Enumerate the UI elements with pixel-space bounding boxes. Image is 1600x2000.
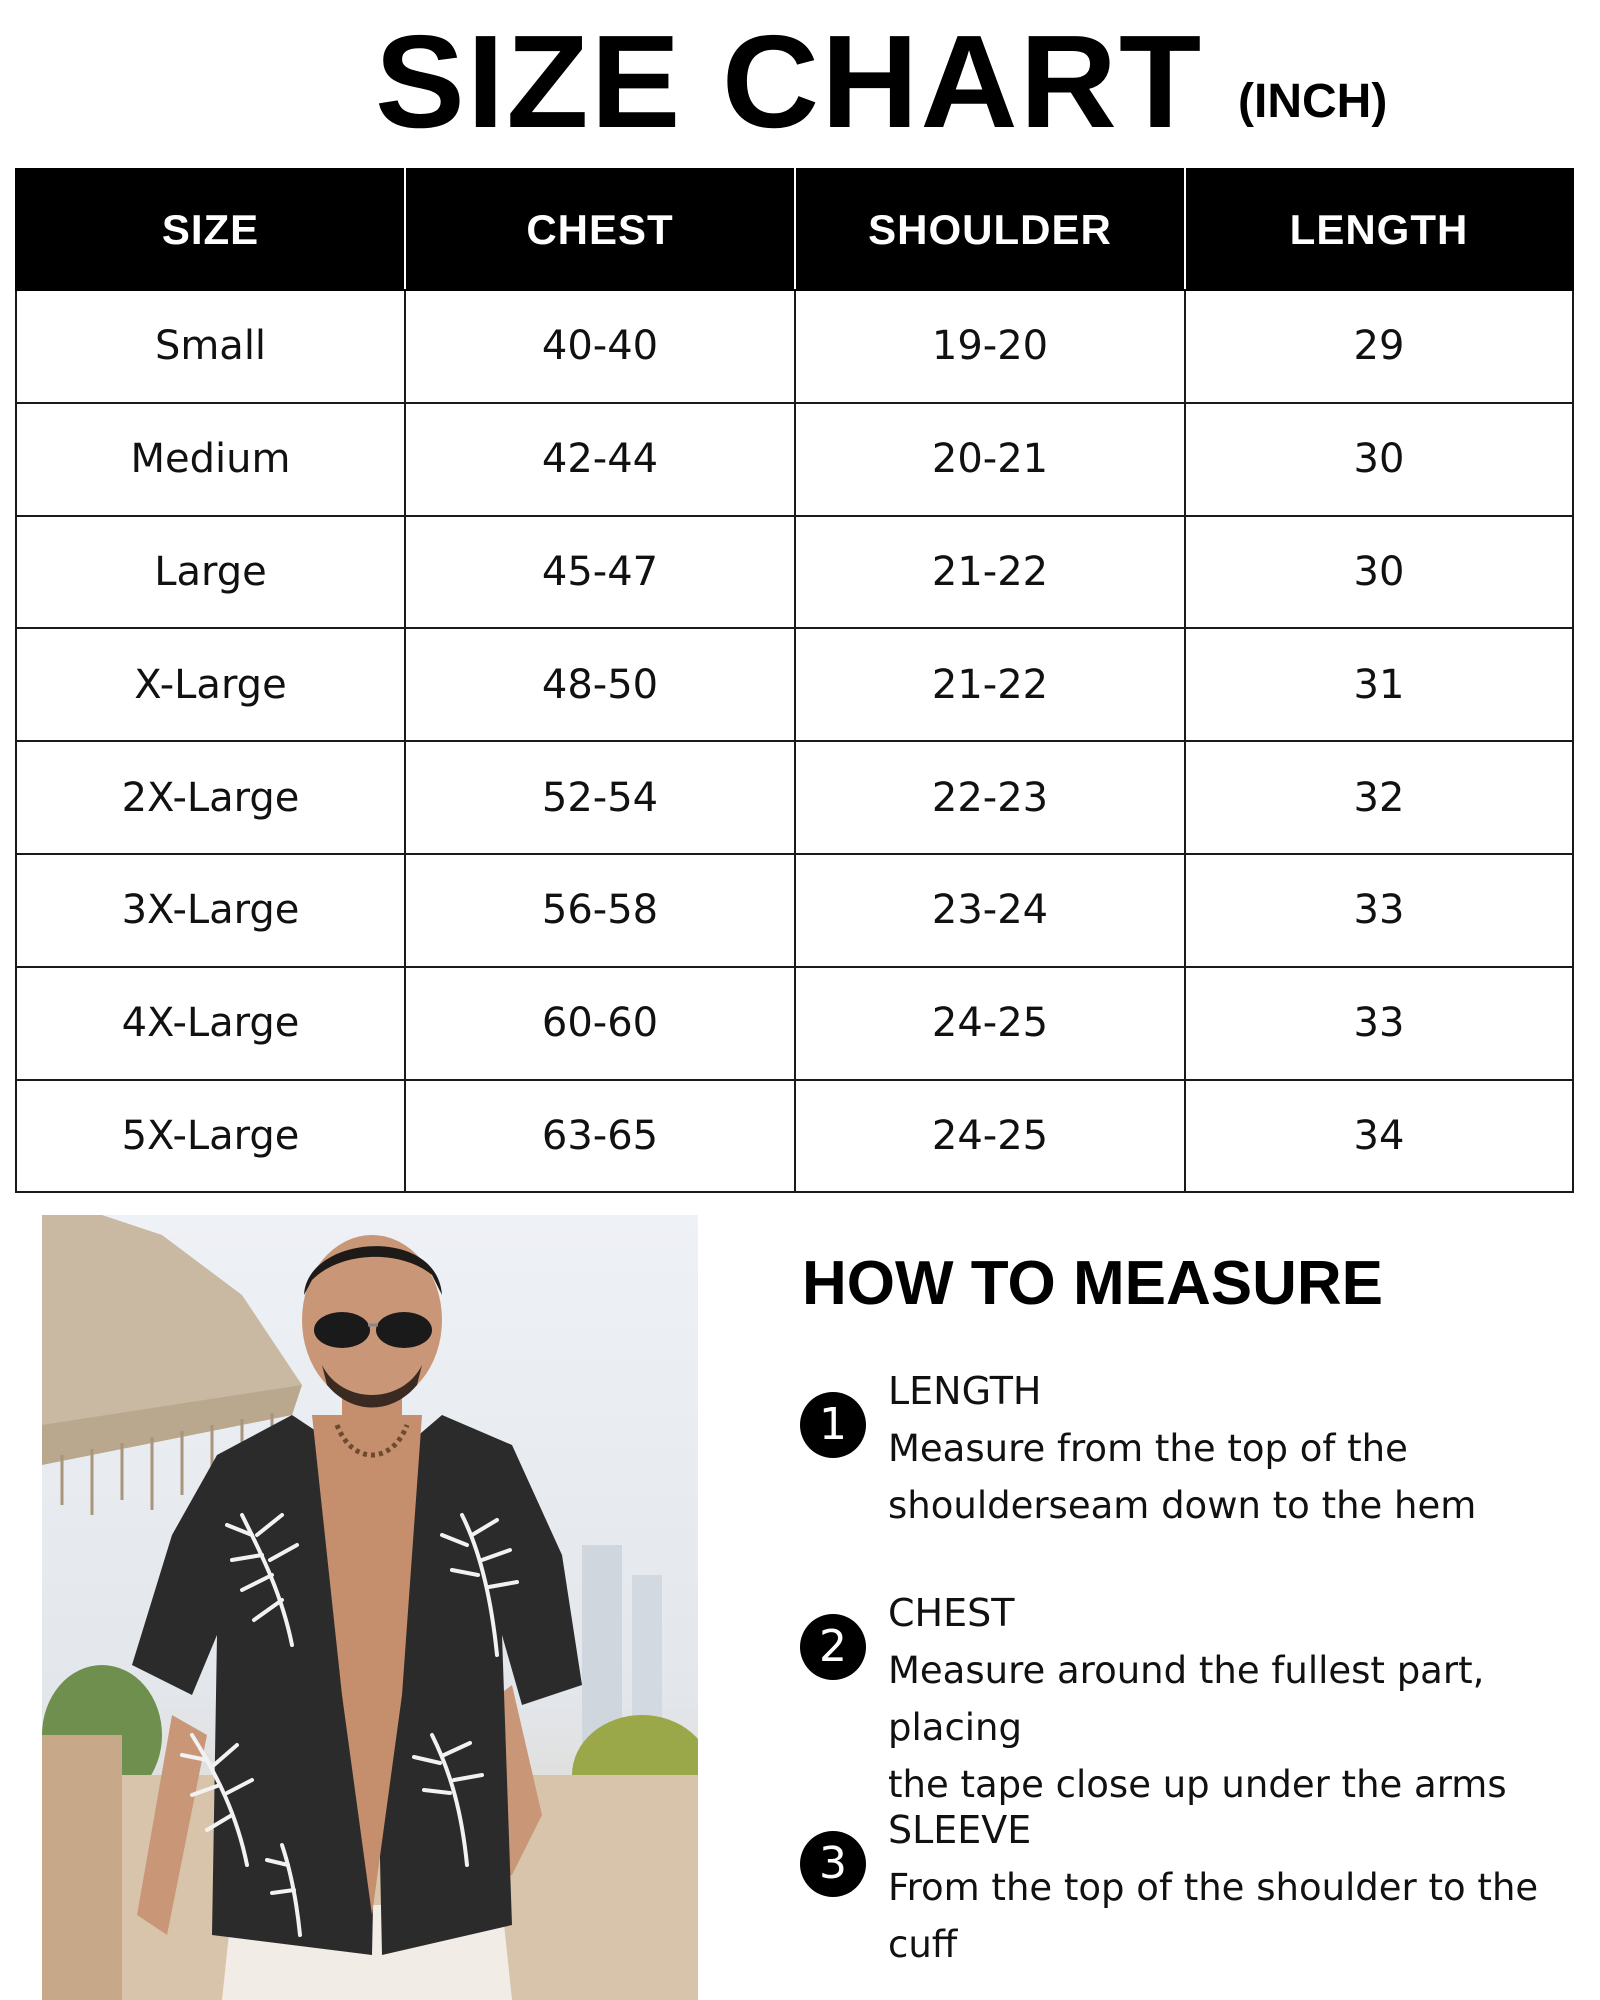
step-number-badge: 1 — [800, 1392, 866, 1458]
step-description-line: Measure from the top of the — [888, 1427, 1408, 1470]
cell-length: 34 — [1185, 1080, 1573, 1193]
table-header-row — [16, 169, 1573, 290]
table-row — [16, 290, 1573, 403]
cell-length: 32 — [1185, 741, 1573, 854]
cell-length: 31 — [1185, 628, 1573, 741]
cell-size: 5X-Large — [16, 1080, 405, 1193]
step-number-badge: 3 — [800, 1831, 866, 1897]
cell-shoulder: 21-22 — [795, 628, 1185, 741]
table-row — [16, 1080, 1573, 1193]
unit-label: (INCH) — [1238, 75, 1388, 128]
cell-length: 29 — [1185, 290, 1573, 403]
cell-shoulder: 19-20 — [795, 290, 1185, 403]
step-label: LENGTH — [888, 1369, 1042, 1413]
cell-chest: 60-60 — [405, 967, 795, 1080]
cell-size: 3X-Large — [16, 854, 405, 967]
cell-length: 30 — [1185, 403, 1573, 516]
cell-chest: 63-65 — [405, 1080, 795, 1193]
table-row — [16, 967, 1573, 1080]
size-table — [15, 168, 1574, 1193]
step-description-line: the tape close up under the arms — [888, 1763, 1507, 1806]
cell-shoulder: 23-24 — [795, 854, 1185, 967]
cell-shoulder: 24-25 — [795, 967, 1185, 1080]
cell-length: 33 — [1185, 854, 1573, 967]
step-label: SLEEVE — [888, 1808, 1032, 1852]
cell-size: Medium — [16, 403, 405, 516]
step-description — [888, 1642, 1600, 1813]
cell-size: 4X-Large — [16, 967, 405, 1080]
cell-size: Small — [16, 290, 405, 403]
header-length: LENGTH — [1185, 169, 1573, 290]
table-row — [16, 516, 1573, 629]
step-description — [888, 1859, 1600, 1973]
cell-chest: 56-58 — [405, 854, 795, 967]
cell-shoulder: 24-25 — [795, 1080, 1185, 1193]
table-row — [16, 403, 1573, 516]
cell-length: 30 — [1185, 516, 1573, 629]
cell-chest: 52-54 — [405, 741, 795, 854]
header-chest: CHEST — [405, 169, 795, 290]
table-row — [16, 628, 1573, 741]
cell-size: Large — [16, 516, 405, 629]
how-to-measure-title: HOW TO MEASURE — [802, 1249, 1383, 1318]
step-number-badge: 2 — [800, 1614, 866, 1680]
cell-length: 33 — [1185, 967, 1573, 1080]
cell-chest: 45-47 — [405, 516, 795, 629]
step-description-line: Measure around the fullest part, placing — [888, 1649, 1485, 1749]
header-size: SIZE — [16, 169, 405, 290]
table-row — [16, 854, 1573, 967]
cell-size: 2X-Large — [16, 741, 405, 854]
cell-chest: 42-44 — [405, 403, 795, 516]
step-description-line: From the top of the shoulder to the cuff — [888, 1866, 1539, 1966]
cell-chest: 40-40 — [405, 290, 795, 403]
step-label: CHEST — [888, 1591, 1015, 1635]
cell-shoulder: 21-22 — [795, 516, 1185, 629]
step-description — [888, 1420, 1600, 1534]
cell-size: X-Large — [16, 628, 405, 741]
cell-shoulder: 20-21 — [795, 403, 1185, 516]
cell-shoulder: 22-23 — [795, 741, 1185, 854]
model-illustration — [42, 1215, 698, 2000]
cell-chest: 48-50 — [405, 628, 795, 741]
table-row — [16, 741, 1573, 854]
title-block — [0, 8, 1600, 155]
page-title: SIZE CHART — [375, 8, 1204, 155]
model-photo — [42, 1215, 698, 2000]
header-shoulder: SHOULDER — [795, 169, 1185, 290]
step-description-line: shoulderseam down to the hem — [888, 1484, 1477, 1527]
